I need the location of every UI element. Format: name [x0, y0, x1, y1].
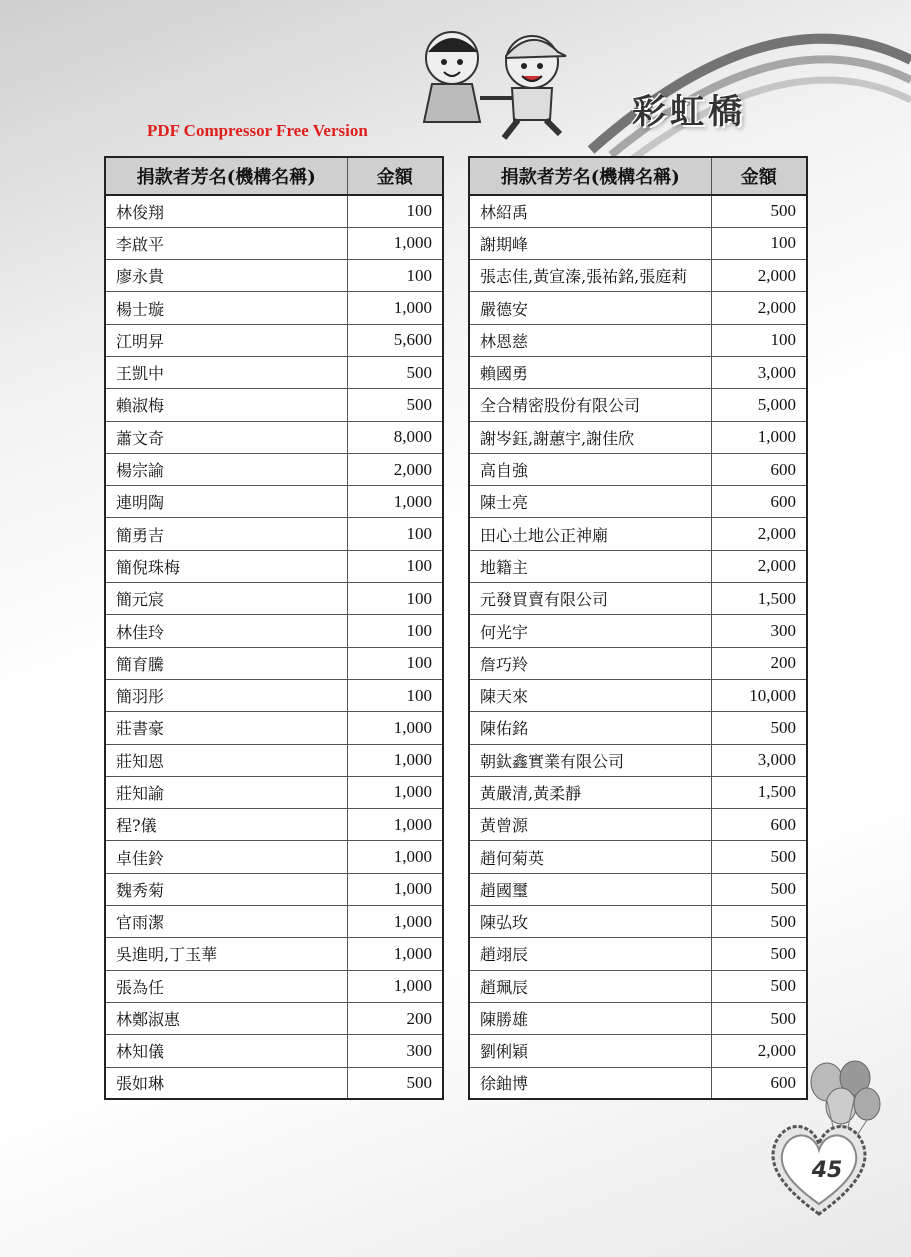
donation-amount: 300	[711, 615, 807, 647]
donor-name: 陳佑銘	[469, 712, 711, 744]
table-row	[469, 356, 807, 388]
donation-amount: 500	[711, 970, 807, 1002]
donation-amount: 2,000	[711, 550, 807, 582]
table-row	[105, 583, 443, 615]
table-row	[105, 712, 443, 744]
table-row	[105, 873, 443, 905]
table-row	[105, 615, 443, 647]
donation-amount: 500	[347, 356, 443, 388]
donation-amount: 200	[711, 647, 807, 679]
table-row	[105, 841, 443, 873]
table-row	[105, 1067, 443, 1099]
donation-amount: 600	[711, 453, 807, 485]
donor-name: 何光宇	[469, 615, 711, 647]
donation-amount: 2,000	[711, 292, 807, 324]
table-row	[469, 873, 807, 905]
table-row	[469, 776, 807, 808]
donor-name: 詹巧羚	[469, 647, 711, 679]
table-row	[469, 389, 807, 421]
donation-amount: 1,500	[711, 776, 807, 808]
donation-amount: 600	[711, 1067, 807, 1099]
donation-amount: 500	[711, 1002, 807, 1034]
column-header-amount: 金額	[347, 157, 443, 195]
donation-amount: 1,000	[711, 421, 807, 453]
table-row	[105, 421, 443, 453]
donation-amount: 1,000	[347, 292, 443, 324]
donation-amount: 1,000	[347, 227, 443, 259]
table-row	[469, 906, 807, 938]
table-row	[105, 647, 443, 679]
donation-amount: 1,000	[347, 873, 443, 905]
table-row	[105, 809, 443, 841]
table-row	[105, 906, 443, 938]
donor-name: 趙珮辰	[469, 970, 711, 1002]
donor-name: 趙國璽	[469, 873, 711, 905]
donor-name: 魏秀菊	[105, 873, 347, 905]
donation-amount: 500	[711, 906, 807, 938]
donor-name: 官雨潔	[105, 906, 347, 938]
donor-name: 黃嚴清,黃柔靜	[469, 776, 711, 808]
donation-amount: 600	[711, 486, 807, 518]
donation-amount: 100	[347, 583, 443, 615]
donation-amount: 500	[711, 841, 807, 873]
donor-name: 嚴德安	[469, 292, 711, 324]
donation-amount: 1,000	[347, 938, 443, 970]
donation-amount: 100	[711, 227, 807, 259]
donor-name: 蕭文奇	[105, 421, 347, 453]
table-row	[105, 195, 443, 227]
donation-amount: 100	[347, 260, 443, 292]
table-row	[105, 518, 443, 550]
donor-name: 張志佳,黃宣溱,張祐銘,張庭莉	[469, 260, 711, 292]
donation-amount: 2,000	[711, 518, 807, 550]
donor-name: 謝岑鈺,謝蕙宇,謝佳欣	[469, 421, 711, 453]
donor-name: 莊書豪	[105, 712, 347, 744]
donation-amount: 100	[347, 679, 443, 711]
donor-name: 陳天來	[469, 679, 711, 711]
donor-name: 賴國勇	[469, 356, 711, 388]
donor-name: 徐鈾博	[469, 1067, 711, 1099]
donor-name: 連明陶	[105, 486, 347, 518]
donor-name: 林俊翔	[105, 195, 347, 227]
donation-amount: 1,000	[347, 809, 443, 841]
section-title: 彩虹橋	[632, 92, 746, 132]
table-row	[469, 486, 807, 518]
column-header-name: 捐款者芳名(機構名稱)	[469, 157, 711, 195]
donation-amount: 5,600	[347, 324, 443, 356]
donor-name: 張如琳	[105, 1067, 347, 1099]
table-row	[469, 712, 807, 744]
table-row	[469, 744, 807, 776]
donor-name: 林鄭淑惠	[105, 1002, 347, 1034]
column-header-name: 捐款者芳名(機構名稱)	[105, 157, 347, 195]
table-row	[105, 1035, 443, 1067]
donor-name: 朝鈦鑫實業有限公司	[469, 744, 711, 776]
donor-name: 王凱中	[105, 356, 347, 388]
donation-amount: 100	[347, 647, 443, 679]
donation-amount: 8,000	[347, 421, 443, 453]
table-header-row	[105, 157, 443, 195]
table-row	[469, 260, 807, 292]
donor-name: 陳勝雄	[469, 1002, 711, 1034]
donor-name: 陳弘玫	[469, 906, 711, 938]
donor-name: 謝期峰	[469, 227, 711, 259]
donation-amount: 500	[711, 195, 807, 227]
table-row	[469, 647, 807, 679]
donor-table-right-body	[469, 195, 807, 1099]
table-row	[469, 679, 807, 711]
table-row	[469, 1035, 807, 1067]
donor-name: 地籍主	[469, 550, 711, 582]
donor-name: 趙何菊英	[469, 841, 711, 873]
donation-amount: 1,000	[347, 970, 443, 1002]
donor-name: 林知儀	[105, 1035, 347, 1067]
table-row	[469, 938, 807, 970]
donation-amount: 100	[347, 550, 443, 582]
table-row	[469, 421, 807, 453]
donation-amount: 300	[347, 1035, 443, 1067]
donor-name: 廖永貴	[105, 260, 347, 292]
donor-name: 黃曾源	[469, 809, 711, 841]
table-row	[469, 970, 807, 1002]
table-row	[469, 809, 807, 841]
table-row	[105, 938, 443, 970]
donor-table-left-body	[105, 195, 443, 1099]
donor-name: 林恩慈	[469, 324, 711, 356]
donor-name: 賴淑梅	[105, 389, 347, 421]
donation-amount: 1,500	[711, 583, 807, 615]
donation-amount: 2,000	[711, 1035, 807, 1067]
table-row	[105, 970, 443, 1002]
donation-amount: 100	[347, 195, 443, 227]
table-row	[105, 324, 443, 356]
donation-amount: 3,000	[711, 744, 807, 776]
donation-amount: 100	[347, 615, 443, 647]
donor-name: 林紹禹	[469, 195, 711, 227]
donor-name: 全合精密股份有限公司	[469, 389, 711, 421]
donor-table-left	[104, 156, 444, 1100]
donation-amount: 500	[347, 389, 443, 421]
donation-amount: 1,000	[347, 744, 443, 776]
donor-name: 簡倪珠梅	[105, 550, 347, 582]
table-row	[469, 324, 807, 356]
donation-amount: 1,000	[347, 712, 443, 744]
table-row	[469, 292, 807, 324]
donor-name: 簡元宸	[105, 583, 347, 615]
table-row	[105, 776, 443, 808]
table-row	[105, 679, 443, 711]
donor-name: 簡育騰	[105, 647, 347, 679]
donation-amount: 500	[711, 712, 807, 744]
donor-name: 莊知恩	[105, 744, 347, 776]
donation-amount: 600	[711, 809, 807, 841]
table-row	[105, 550, 443, 582]
page-number: 45	[811, 1158, 843, 1183]
table-row	[105, 744, 443, 776]
donor-name: 高自強	[469, 453, 711, 485]
donation-amount: 100	[711, 324, 807, 356]
table-row	[105, 292, 443, 324]
donor-name: 田心土地公正神廟	[469, 518, 711, 550]
table-row	[469, 615, 807, 647]
donor-name: 楊宗諭	[105, 453, 347, 485]
donor-name: 簡勇吉	[105, 518, 347, 550]
table-row	[469, 583, 807, 615]
donation-amount: 10,000	[711, 679, 807, 711]
donation-amount: 3,000	[711, 356, 807, 388]
donor-name: 李啟平	[105, 227, 347, 259]
donation-amount: 1,000	[347, 906, 443, 938]
table-row	[469, 1002, 807, 1034]
donation-amount: 2,000	[711, 260, 807, 292]
donation-amount: 200	[347, 1002, 443, 1034]
watermark-text: PDF Compressor Free Version	[147, 121, 368, 140]
donor-name: 張為任	[105, 970, 347, 1002]
table-row	[469, 1067, 807, 1099]
children-illustration	[400, 22, 590, 140]
table-row	[469, 195, 807, 227]
donor-name: 莊知諭	[105, 776, 347, 808]
donation-amount: 100	[347, 518, 443, 550]
table-row	[105, 227, 443, 259]
donor-name: 卓佳鈴	[105, 841, 347, 873]
table-row	[105, 389, 443, 421]
table-row	[105, 486, 443, 518]
donor-name: 吳進明,丁玉華	[105, 938, 347, 970]
donor-name: 林佳玲	[105, 615, 347, 647]
donation-amount: 1,000	[347, 841, 443, 873]
table-row	[469, 518, 807, 550]
column-header-amount: 金額	[711, 157, 807, 195]
donor-name: 趙翊辰	[469, 938, 711, 970]
donation-amount: 2,000	[347, 453, 443, 485]
rainbow-decoration	[571, 0, 911, 160]
donor-name: 劉俐穎	[469, 1035, 711, 1067]
table-row	[105, 260, 443, 292]
table-row	[105, 356, 443, 388]
table-header-row	[469, 157, 807, 195]
donation-amount: 500	[711, 873, 807, 905]
table-row	[469, 227, 807, 259]
donor-name: 楊士璇	[105, 292, 347, 324]
table-row	[105, 1002, 443, 1034]
donor-table-right	[468, 156, 808, 1100]
donation-amount: 1,000	[347, 776, 443, 808]
donor-name: 元發買賣有限公司	[469, 583, 711, 615]
donor-name: 江明昇	[105, 324, 347, 356]
donation-amount: 500	[347, 1067, 443, 1099]
table-row	[469, 453, 807, 485]
donation-amount: 500	[711, 938, 807, 970]
donor-name: 程?儀	[105, 809, 347, 841]
donor-name: 陳士亮	[469, 486, 711, 518]
table-row	[469, 550, 807, 582]
donor-name: 簡羽彤	[105, 679, 347, 711]
table-row	[105, 453, 443, 485]
table-row	[469, 841, 807, 873]
donation-amount: 5,000	[711, 389, 807, 421]
donation-amount: 1,000	[347, 486, 443, 518]
